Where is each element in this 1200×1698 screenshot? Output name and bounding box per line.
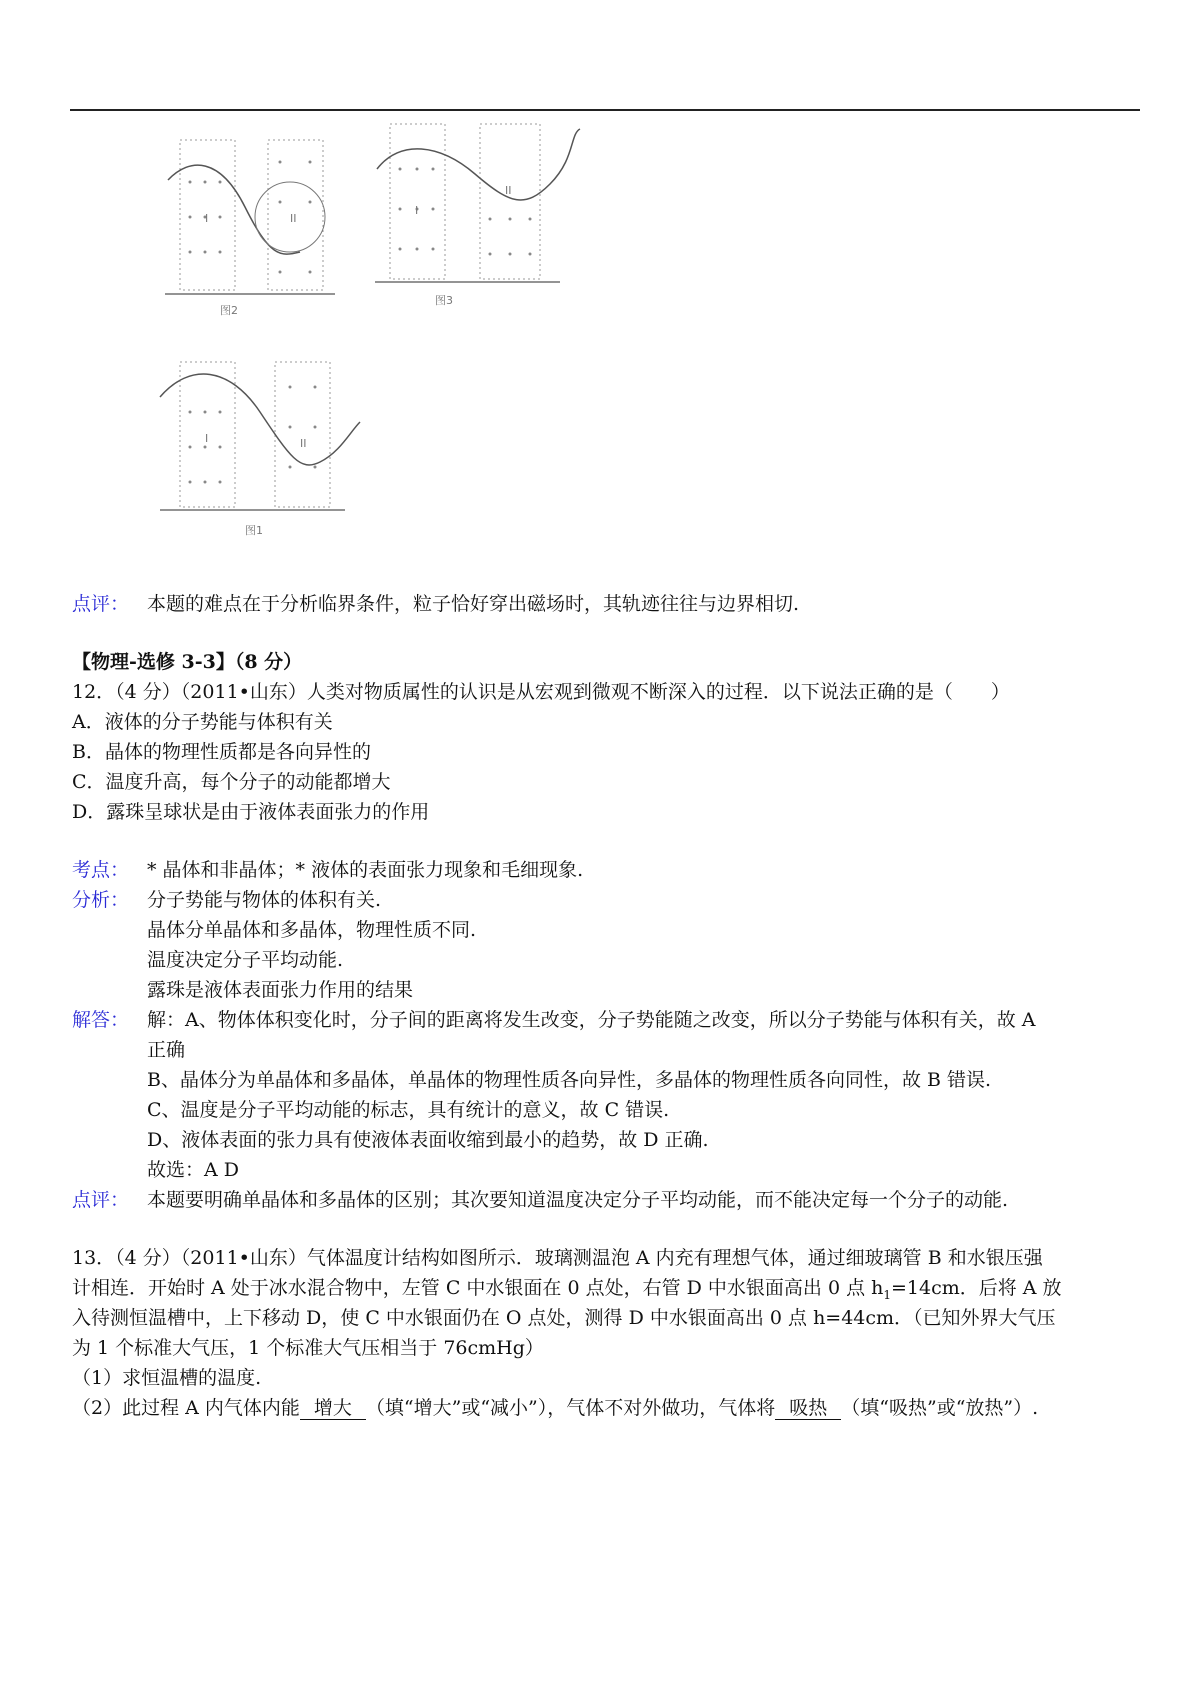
q12-stem: 12．（4 分）（2011•山东）人类对物质属性的认识是从宏观到微观不断深入的过程．以下说法正确的是（ ） xyxy=(72,681,1010,703)
q13-blank-2: 吸热 xyxy=(775,1397,841,1420)
q13-line2-sub: 1 xyxy=(883,1287,891,1302)
q12-answer-line: C、温度是分子平均动能的标志，具有统计的意义，故 C 错误. xyxy=(147,1099,670,1121)
q12-point-text: * 晶体和非晶体；* 液体的表面张力现象和毛细现象. xyxy=(147,859,584,881)
q12-analysis-line: 晶体分单晶体和多晶体，物理性质不同. xyxy=(147,919,477,941)
q12-answer-line: 故选：A D xyxy=(147,1159,239,1181)
q12-answer-line: 正确 xyxy=(147,1039,186,1061)
figure-2-caption: 图2 xyxy=(220,304,238,317)
q13-part-2 xyxy=(72,1396,1038,1420)
q12-option-d: D．露珠呈球状是由于液体表面张力的作用 xyxy=(72,801,430,823)
header-rule xyxy=(70,109,1140,111)
q13-line: 为 1 个标准大气压，1 个标准大气压相当于 76cmHg） xyxy=(72,1337,544,1359)
q13-line: 入待测恒温槽中，上下移动 D，使 C 中水银面仍在 O 点处，测得 D 中水银面高出 0 点 h=44cm．（已知外界大气压 xyxy=(72,1307,1056,1329)
q12-option-a: A．液体的分子势能与体积有关 xyxy=(72,711,333,733)
q13-line: 13．（4 分）（2011•山东）气体温度计结构如图所示．玻璃测温泡 A 内充有理想气体，通过细玻璃管 B 和水银压强 xyxy=(72,1247,1043,1269)
section-title: 【物理-选修 3-3】（8 分） xyxy=(72,651,303,673)
region-ii-label: II xyxy=(300,437,307,450)
figure-3-diagram xyxy=(365,114,595,314)
q11-comment-text: 本题的难点在于分析临界条件，粒子恰好穿出磁场时，其轨迹往往与边界相切. xyxy=(147,593,800,615)
figure-1 xyxy=(150,342,380,542)
q13-part2-pre: （2）此过程 A 内气体内能 xyxy=(72,1397,300,1419)
q12-answer-line: D、液体表面的张力具有使液体表面收缩到最小的趋势，故 D 正确. xyxy=(147,1129,709,1151)
q11-comment-label: 点评： xyxy=(72,593,130,615)
region-ii-label: II xyxy=(290,212,297,225)
q12-option-b: B．晶体的物理性质都是各向异性的 xyxy=(72,741,371,763)
q12-analysis-label: 分析： xyxy=(72,889,130,911)
q12-answer-line: 解：A、物体体积变化时，分子间的距离将发生改变，分子势能随之改变，所以分子势能与体积有关，故 A xyxy=(147,1009,1036,1031)
q13-blank-1: 增大 xyxy=(300,1397,366,1420)
q12-comment-text: 本题要明确单晶体和多晶体的区别；其次要知道温度决定分子平均动能，而不能决定每一个分子的动能. xyxy=(147,1189,1009,1211)
figure-group xyxy=(150,122,650,582)
region-i-label: I xyxy=(205,212,209,225)
figure-3-caption: 图3 xyxy=(435,294,453,307)
figure-3 xyxy=(365,114,595,314)
region-i-label: I xyxy=(415,204,419,217)
q13-part-1: （1）求恒温槽的温度. xyxy=(72,1367,262,1389)
q12-analysis-line: 露珠是液体表面张力作用的结果 xyxy=(147,979,414,1001)
figure-1-caption: 图1 xyxy=(245,524,263,537)
q12-option-c: C．温度升高，每个分子的动能都增大 xyxy=(72,771,391,793)
figure-2 xyxy=(150,122,360,322)
q12-answer-line: B、晶体分为单晶体和多晶体，单晶体的物理性质各向异性，多晶体的物理性质各向同性，故 B 错误. xyxy=(147,1069,992,1091)
q12-answer-label: 解答： xyxy=(72,1009,130,1031)
region-i-label: I xyxy=(205,432,209,445)
q13-line2-post: =14cm．后将 A 放 xyxy=(890,1277,1062,1299)
q13-part2-mid: （填“增大”或“减小”），气体不对外做功，气体将 xyxy=(365,1397,776,1419)
q12-point-label: 考点： xyxy=(72,859,130,881)
figure-2-diagram xyxy=(150,122,360,322)
q12-comment-label: 点评： xyxy=(72,1189,130,1211)
q13-part2-post: （填“吸热”或“放热”）. xyxy=(841,1397,1039,1419)
q13-line2-pre: 计相连．开始时 A 处于冰水混合物中，左管 C 中水银面在 0 点处，右管 D 中水银面高出 0 点 h xyxy=(72,1277,884,1299)
q13-line xyxy=(72,1276,1062,1307)
q12-analysis-line: 温度决定分子平均动能. xyxy=(147,949,344,971)
q12-analysis-line: 分子势能与物体的体积有关. xyxy=(147,889,382,911)
figure-1-diagram xyxy=(150,342,380,542)
region-ii-label: II xyxy=(505,184,512,197)
